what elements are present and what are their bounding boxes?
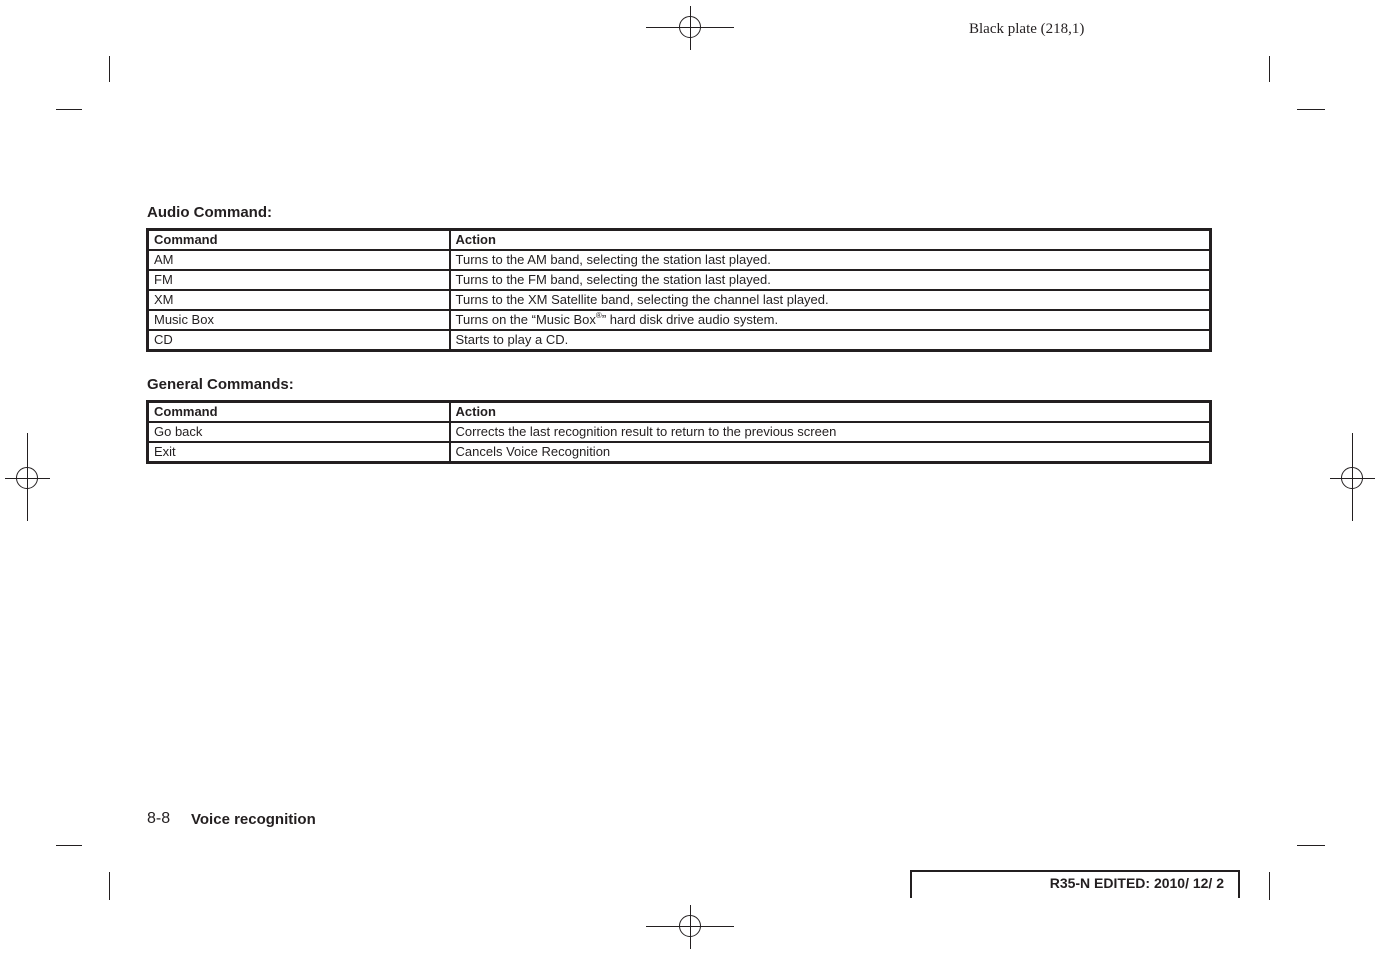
crop-mark: [56, 109, 82, 110]
crop-mark: [1269, 56, 1270, 82]
column-header-command: Command: [148, 402, 450, 423]
table-row: [148, 442, 1211, 463]
audio-command-heading: Audio Command:: [147, 204, 272, 221]
crop-mark: [1297, 845, 1325, 846]
action-text: ” hard disk drive audio system.: [601, 312, 779, 327]
table-row: [148, 422, 1211, 442]
command-cell: CD: [148, 330, 450, 351]
crop-mark: [109, 872, 110, 900]
action-cell: Turns to the AM band, selecting the station last played.: [450, 250, 1211, 270]
general-commands-heading: General Commands:: [147, 376, 294, 393]
column-header-command: Command: [148, 230, 450, 251]
table-row: [148, 270, 1211, 290]
plate-label: Black plate (218,1): [969, 21, 1085, 37]
column-header-action: Action: [450, 230, 1211, 251]
page-number: 8-8: [147, 810, 171, 827]
crop-mark: [56, 845, 82, 846]
command-cell: AM: [148, 250, 450, 270]
table-row: [148, 250, 1211, 270]
command-cell: Go back: [148, 422, 450, 442]
table-row: [148, 330, 1211, 351]
edited-stamp: R35-N EDITED: 2010/ 12/ 2: [1049, 875, 1224, 891]
table-header-row: [148, 230, 1211, 251]
action-cell: Starts to play a CD.: [450, 330, 1211, 351]
registration-target-icon: [679, 16, 701, 38]
command-cell: FM: [148, 270, 450, 290]
action-cell: [450, 310, 1211, 330]
crop-mark: [1297, 109, 1325, 110]
command-cell: Exit: [148, 442, 450, 463]
table-row: [148, 290, 1211, 310]
registered-mark: ®: [595, 311, 602, 320]
registration-target-icon: [679, 915, 701, 937]
table-header-row: [148, 402, 1211, 423]
action-text: Turns on the “Music Box: [455, 312, 596, 327]
crop-mark: [109, 56, 110, 82]
command-cell: XM: [148, 290, 450, 310]
registration-target-icon: [16, 467, 38, 489]
registration-target-icon: [1341, 467, 1363, 489]
action-cell: Corrects the last recognition result to return to the previous screen: [450, 422, 1211, 442]
action-cell: Cancels Voice Recognition: [450, 442, 1211, 463]
crop-mark: [1269, 872, 1270, 900]
audio-command-table: [146, 228, 1212, 352]
general-commands-table: [146, 400, 1212, 464]
command-cell: Music Box: [148, 310, 450, 330]
edited-stamp-box: [910, 870, 1240, 898]
table-row: [148, 310, 1211, 330]
action-cell: Turns to the FM band, selecting the station last played.: [450, 270, 1211, 290]
section-title: Voice recognition: [191, 811, 316, 828]
action-cell: Turns to the XM Satellite band, selecting the channel last played.: [450, 290, 1211, 310]
column-header-action: Action: [450, 402, 1211, 423]
